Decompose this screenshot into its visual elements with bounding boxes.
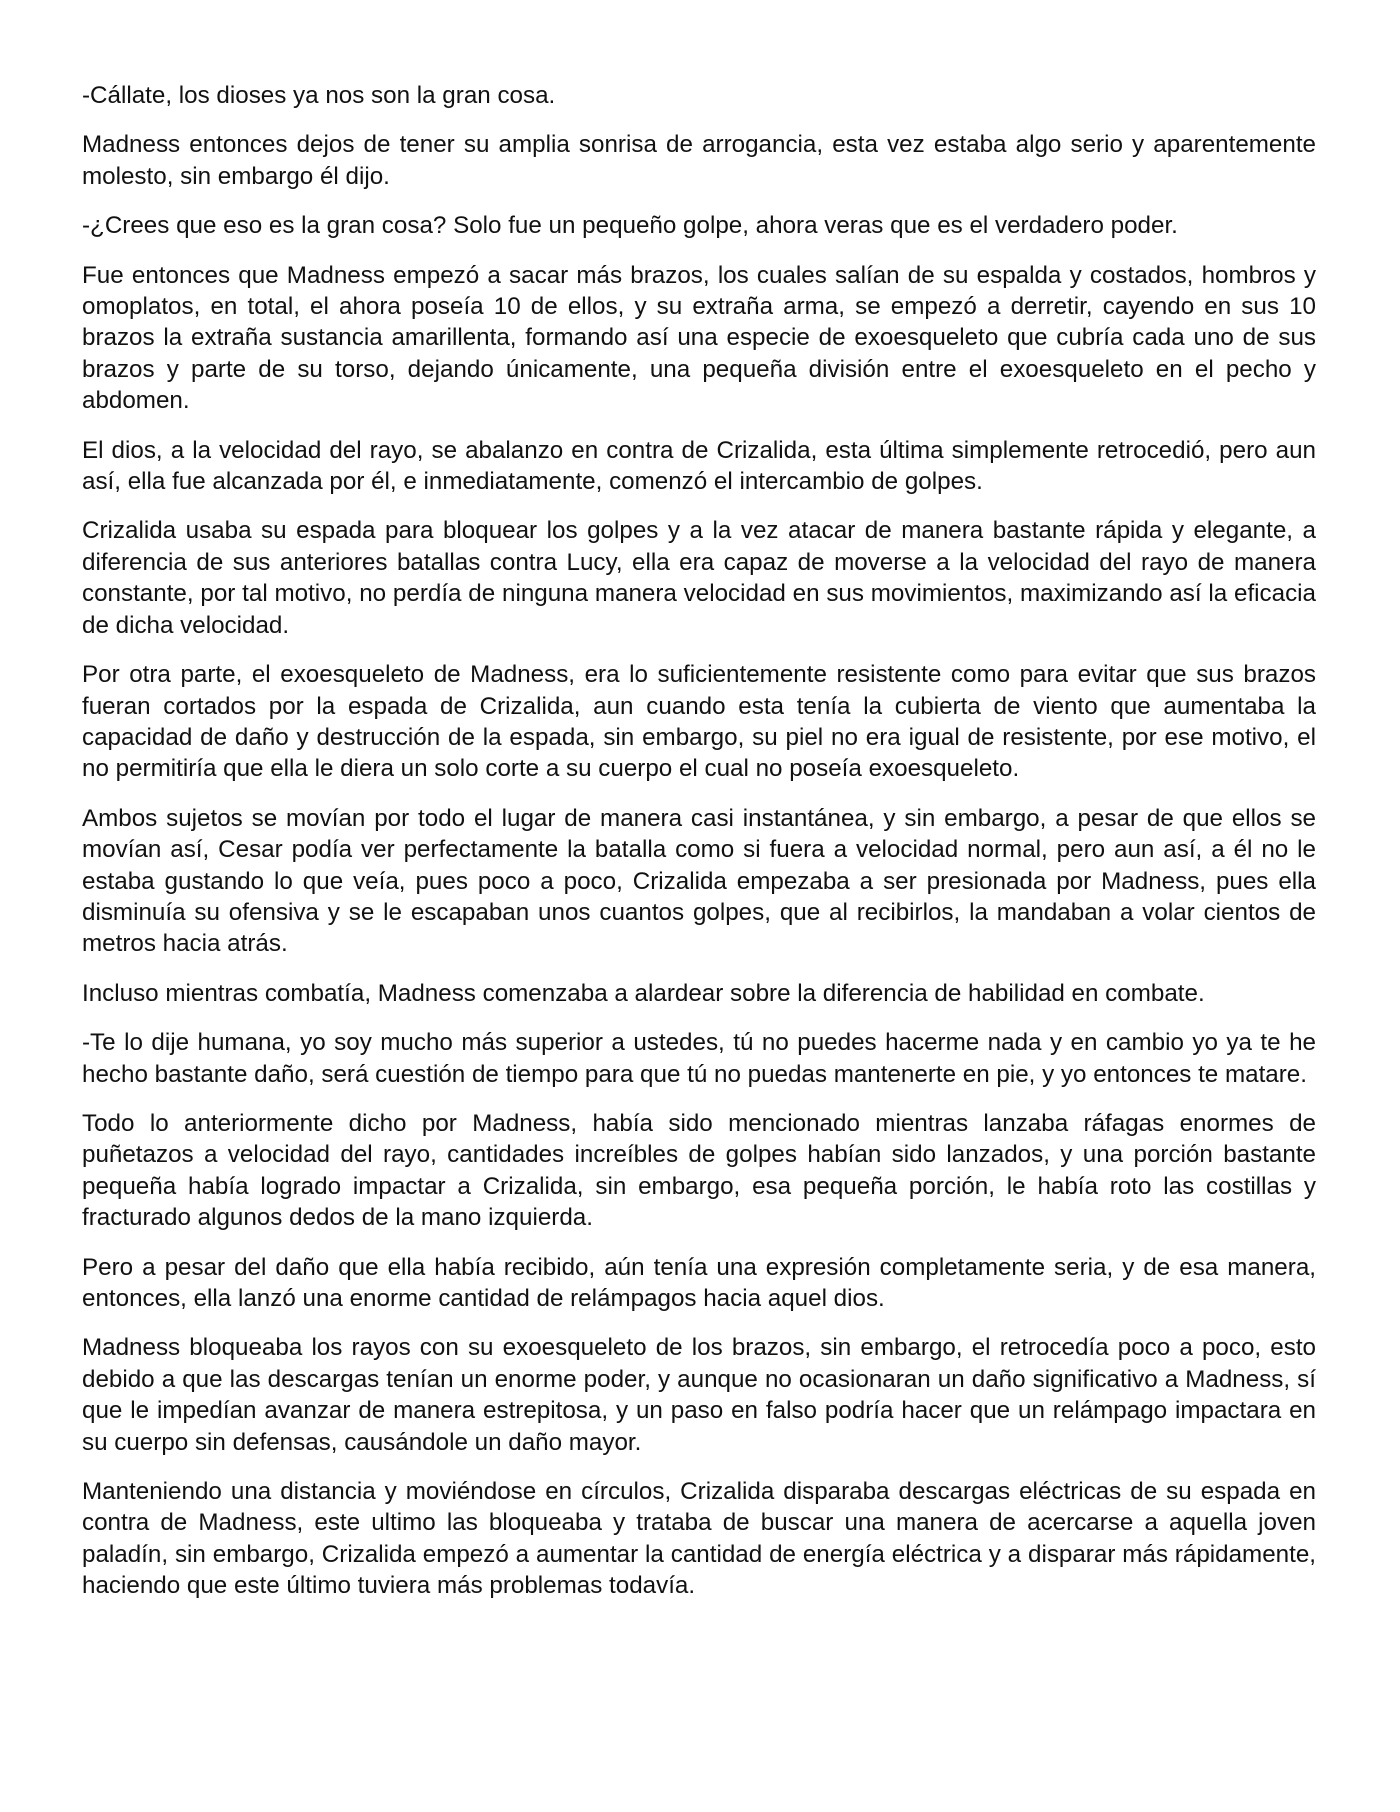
paragraph: -¿Crees que eso es la gran cosa? Solo fue un pequeño golpe, ahora veras que es el verdadero poder.: [82, 212, 1178, 240]
paragraph: El dios, a la velocidad del rayo, se abalanzo en contra de Crizalida, esta última simplemente retrocedió, pero aun así, ella fue alcanzada por él, e inmediatamente, comenzó el intercambio de golpes.: [82, 436, 1316, 496]
paragraph: Por otra parte, el exoesqueleto de Madness, era lo suficientemente resistente como para evitar que sus brazos fueran cortados por la espada de Crizalida, aun cuando esta tenía la cubierta de viento que aumentaba la capacidad de daño y destrucción de la espada, sin embargo, su piel no era igual de resistente, por ese motivo, el no permitiría que ella le diera un solo corte a su cuerpo el cual no poseía exoesqueleto.: [82, 661, 1316, 783]
paragraph: Pero a pesar del daño que ella había recibido, aún tenía una expresión completamente seria, y de esa manera, entonces, ella lanzó una enorme cantidad de relámpagos hacia aquel dios.: [82, 1253, 1316, 1312]
paragraph: Todo lo anteriormente dicho por Madness, había sido mencionado mientras lanzaba ráfagas enormes de puñetazos a velocidad del rayo, cantidades increíbles de golpes habían sido lanzados, y una porción bastante pequeña había logrado impactar a Crizalida, sin embargo, esa pequeña porción, le había roto las costillas y fracturado algunos dedos de la mano izquierda.: [82, 1109, 1316, 1232]
paragraph: Madness bloqueaba los rayos con su exoesqueleto de los brazos, sin embargo, el retrocedía poco a poco, esto debido a que las descargas tenían un enorme poder, y aunque no ocasionaran un daño significativo a Madness, sí que le impedían avanzar de manera estrepitosa, y un paso en falso podría hacer que un relámpago impactara en su cuerpo sin defensas, causándole un daño mayor.: [82, 1334, 1316, 1456]
paragraph: Madness entonces dejos de tener su amplia sonrisa de arrogancia, esta vez estaba algo serio y aparentemente molesto, sin embargo él dijo.: [82, 131, 1316, 190]
paragraph: -Te lo dije humana, yo soy mucho más superior a ustedes, tú no puedes hacerme nada y en cambio yo ya te he hecho bastante daño, será cuestión de tiempo para que tú no puedas mantenerte en pie, y yo entonces te matare.: [82, 1029, 1316, 1088]
paragraph: Manteniendo una distancia y moviéndose en círculos, Crizalida disparaba descargas eléctricas de su espada en contra de Madness, este ultimo las bloqueaba y trataba de buscar una manera de acercarse a aquella joven paladín, sin embargo, Crizalida empezó a aumentar la cantidad de energía eléctrica y a disparar más rápidamente, haciendo que este último tuviera más problemas todavía.: [82, 1478, 1316, 1600]
paragraph: Incluso mientras combatía, Madness comenzaba a alardear sobre la diferencia de habilidad en combate.: [82, 979, 1205, 1007]
paragraph: -Cállate, los dioses ya nos son la gran cosa.: [82, 82, 556, 109]
document-page: [82, 80, 1316, 1620]
paragraph: Fue entonces que Madness empezó a sacar más brazos, los cuales salían de su espalda y costados, hombros y omoplatos, en total, el ahora poseía 10 de ellos, y su extraña arma, se empezó a derretir, cayendo en sus 10 brazos la extraña sustancia amarillenta, formando así una especie de exoesqueleto que cubría cada uno de sus brazos y parte de su torso, dejando únicamente, una pequeña división entre el exoesqueleto en el pecho y abdomen.: [82, 261, 1316, 415]
paragraph: Crizalida usaba su espada para bloquear los golpes y a la vez atacar de manera bastante rápida y elegante, a diferencia de sus anteriores batallas contra Lucy, ella era capaz de moverse a la velocidad del rayo de manera constante, por tal motivo, no perdía de ninguna manera velocidad en sus movimientos, maximizando así la eficacia de dicha velocidad.: [82, 517, 1316, 639]
paragraph: Ambos sujetos se movían por todo el lugar de manera casi instantánea, y sin embargo, a pesar de que ellos se movían así, Cesar podía ver perfectamente la batalla como si fuera a velocidad normal, pero aun así, a él no le estaba gustando lo que veía, pues poco a poco, Crizalida empezaba a ser presionada por Madness, pues ella disminuía su ofensiva y se le escapaban unos cuantos golpes, que al recibirlos, la mandaban a volar cientos de metros hacia atrás.: [82, 804, 1316, 958]
